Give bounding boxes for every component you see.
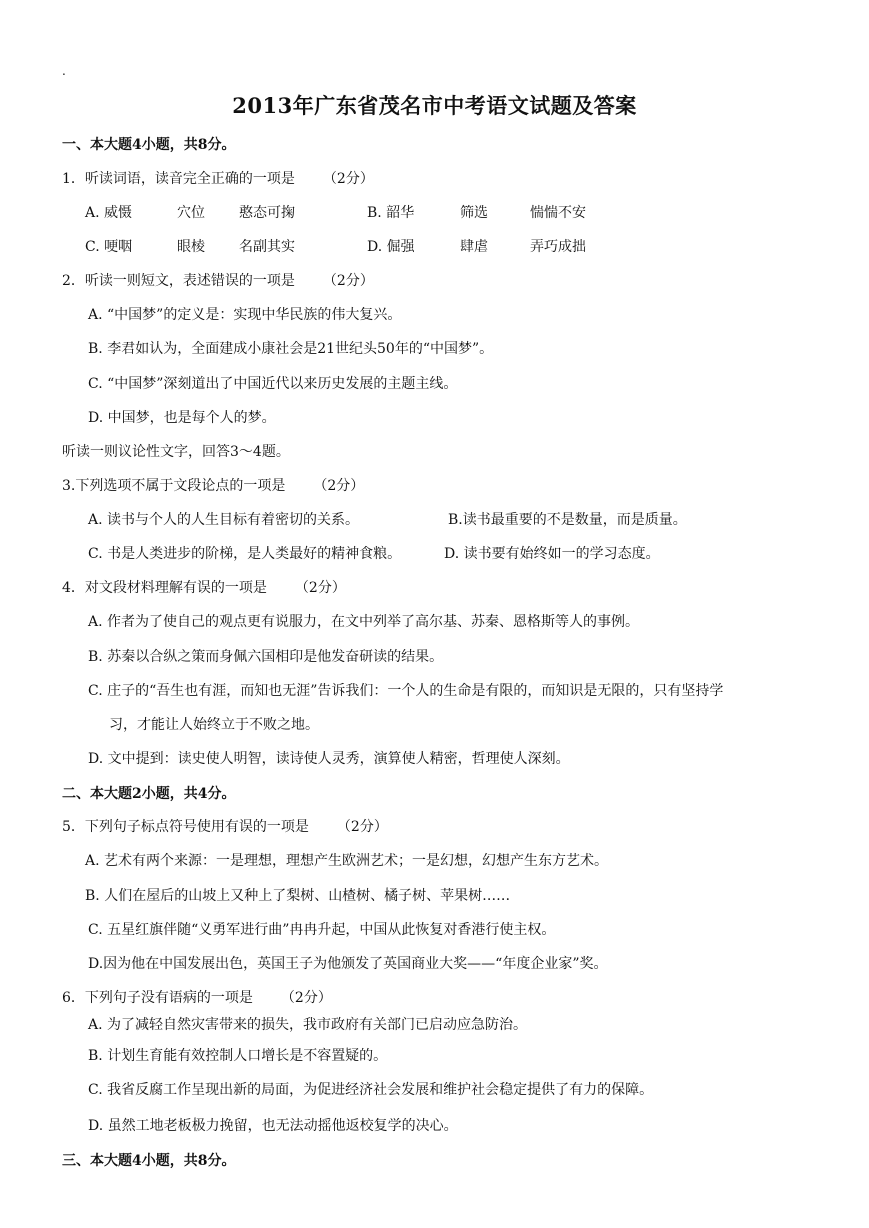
question-5-option-b: B. 人们在屋后的山坡上又种上了梨树、山楂树、橘子树、苹果树…… (85, 888, 511, 904)
question-1-text: 1．听读词语，读音完全正确的一项是 (62, 171, 295, 187)
option-letter: D. (367, 239, 387, 255)
question-1-option-a (85, 203, 132, 223)
question-3-text: 3.下列选项不属于文段论点的一项是 (62, 478, 286, 494)
question-1-option-a-word3: 憨态可掬 (239, 205, 295, 221)
question-1-stem (62, 169, 374, 189)
question-4-option-b: B. 苏秦以合纵之策而身佩六国相印是他发奋研读的结果。 (88, 649, 444, 665)
question-1-option-c-word2: 眼棱 (177, 239, 205, 255)
question-4-option-d: D. 文中提到：读史使人明智，读诗使人灵秀，演算使人精密，哲理使人深刻。 (88, 751, 570, 767)
question-4-stem (62, 578, 346, 598)
question-2-text: 2．听读一则短文，表述错误的一项是 (62, 273, 295, 289)
question-6-stem (62, 988, 332, 1008)
section-3-heading: 三、本大题4小题，共8分。 (62, 1153, 236, 1169)
question-6-option-c: C. 我省反腐工作呈现出新的局面，为促进经济社会发展和维护社会稳定提供了有力的保障。 (88, 1082, 654, 1098)
question-2-stem (62, 271, 374, 291)
question-3-option-a: A. 读书与个人的人生目标有着密切的关系。 (88, 512, 360, 528)
question-3-option-c: C. 书是人类进步的阶梯，是人类最好的精神食粮。 (88, 546, 402, 562)
question-5-text: 5．下列句子标点符号使用有误的一项是 (62, 819, 309, 835)
question-2-option-b: B. 李君如认为，全面建成小康社会是21世纪头50年的“中国梦”。 (88, 341, 494, 357)
page-title: 2013年广东省茂名市中考语文试题及答案 (232, 93, 637, 118)
question-1-option-b (367, 203, 414, 223)
option-letter: A. (85, 205, 105, 221)
option-word: 威慑 (104, 205, 133, 221)
question-2-points: （2分） (322, 273, 374, 289)
question-1-option-c-word3: 名副其实 (239, 239, 295, 255)
question-1-points: （2分） (322, 171, 374, 187)
question-4-option-a: A. 作者为了使自己的观点更有说服力，在文中列举了高尔基、苏秦、恩格斯等人的事例。 (88, 614, 640, 630)
section-2-heading: 二、本大题2小题，共4分。 (62, 786, 236, 802)
question-3-points: （2分） (313, 478, 365, 494)
option-word: 倔强 (386, 239, 415, 255)
question-5-option-d: D.因为他在中国发展出色，英国王子为他颁发了英国商业大奖——“年度企业家”奖。 (88, 956, 608, 972)
listening-intro: 听读一则议论性文字，回答3～4题。 (62, 444, 290, 460)
question-6-option-d: D. 虽然工地老板极力挽留，也无法动摇他返校复学的决心。 (88, 1118, 458, 1134)
question-4-points: （2分） (294, 580, 346, 596)
section-1-heading: 一、本大题4小题，共8分。 (62, 137, 236, 153)
option-letter: C. (85, 239, 105, 255)
option-letter: B. (367, 205, 387, 221)
question-2-option-a: A. “中国梦”的定义是：实现中华民族的伟大复兴。 (88, 307, 402, 323)
question-3-stem (62, 476, 364, 496)
question-6-option-b: B. 计划生育能有效控制人口增长是不容置疑的。 (88, 1048, 388, 1064)
question-3-option-b: B.读书最重要的不是数量，而是质量。 (448, 512, 687, 528)
question-2-option-d: D. 中国梦，也是每个人的梦。 (88, 410, 276, 426)
question-1-option-d-word3: 弄巧成拙 (530, 239, 586, 255)
question-2-option-c: C. “中国梦”深刻道出了中国近代以来历史发展的主题主线。 (88, 376, 458, 392)
question-5-option-c: C. 五星红旗伴随“义勇军进行曲”冉冉升起，中国从此恢复对香港行使主权。 (88, 922, 556, 938)
question-6-points: （2分） (280, 990, 332, 1006)
question-1-option-c (85, 237, 132, 257)
option-word: 哽咽 (104, 239, 133, 255)
question-1-option-b-word2: 筛选 (460, 205, 488, 221)
question-4-option-c-line2: 习，才能让人始终立于不败之地。 (109, 717, 319, 733)
question-5-stem (62, 817, 388, 837)
page-marker: . (62, 64, 66, 78)
question-3-option-d: D. 读书要有始终如一的学习态度。 (444, 546, 660, 562)
question-1-option-a-word2: 穴位 (177, 205, 205, 221)
question-6-option-a: A. 为了减轻自然灾害带来的损失，我市政府有关部门已启动应急防治。 (88, 1017, 528, 1033)
question-5-points: （2分） (336, 819, 388, 835)
question-6-text: 6．下列句子没有语病的一项是 (62, 990, 253, 1006)
question-5-option-a: A. 艺术有两个来源：一是理想，理想产生欧洲艺术；一是幻想，幻想产生东方艺术。 (85, 853, 609, 869)
question-1-option-d (367, 237, 415, 257)
question-1-option-d-word2: 肆虐 (460, 239, 488, 255)
question-4-text: 4．对文段材料理解有误的一项是 (62, 580, 267, 596)
option-word: 韶华 (386, 205, 415, 221)
question-1-option-b-word3: 惴惴不安 (530, 205, 586, 221)
question-4-option-c-line1: C. 庄子的“吾生也有涯，而知也无涯”告诉我们：一个人的生命是有限的，而知识是无限的，只有坚持学 (88, 683, 724, 699)
